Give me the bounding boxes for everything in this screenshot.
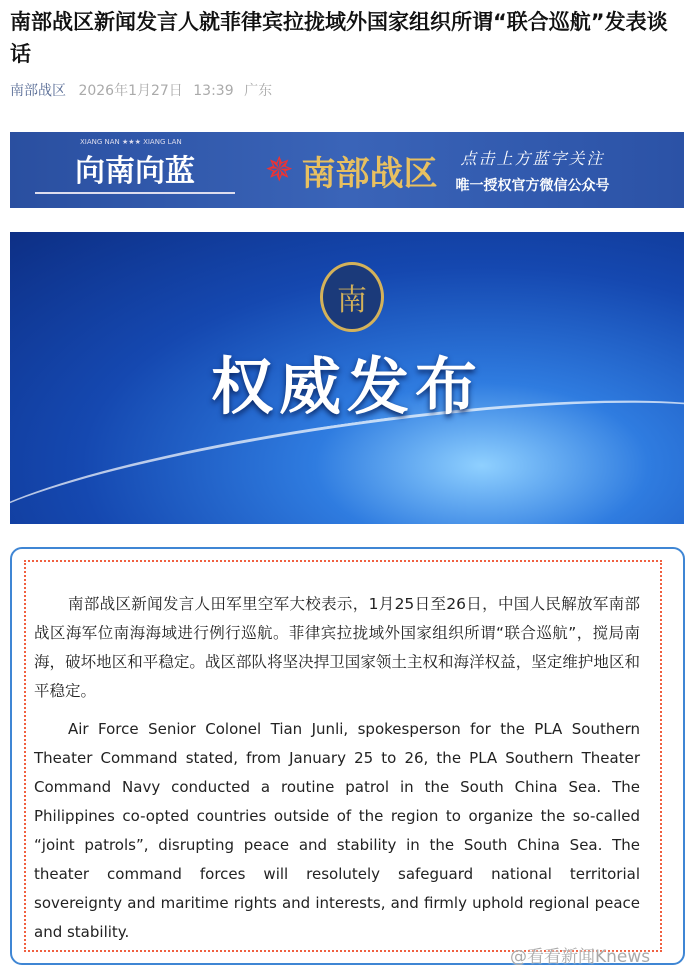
publish-time: 13:39 bbox=[193, 83, 234, 99]
hero-title: 权威发布 bbox=[210, 350, 483, 423]
publish-date: 2026年1月27日 bbox=[78, 83, 183, 99]
statement-box bbox=[10, 547, 685, 965]
weibo-watermark: @看看新闻Knews bbox=[510, 947, 651, 967]
banner-small-text: XIANG NAN ★★★ XIANG LAN bbox=[80, 138, 182, 146]
banner-slogan: 向南向蓝 bbox=[35, 146, 235, 194]
article-meta bbox=[10, 80, 278, 100]
banner-official-text: 唯一授权官方微信公众号 bbox=[455, 177, 610, 194]
location: 广东 bbox=[244, 83, 273, 99]
banner-brand: 南部战区 bbox=[301, 153, 438, 194]
emblem-icon: ✵ bbox=[265, 150, 294, 190]
source-link[interactable]: 南部战区 bbox=[10, 83, 66, 99]
statement-chinese: 南部战区新闻发言人田军里空军大校表示，1月25日至26日，中国人民解放军南部战区海军位南海海域进行例行巡航。菲律宾拉拢域外国家组织所谓“联合巡航”，搅局南海，破坏地区和平稳定。战区部队将坚决捍卫国家领土主权和海洋权益，坚定维护地区和平稳定。 bbox=[34, 595, 640, 700]
hero-image bbox=[10, 232, 684, 524]
statement-english: Air Force Senior Colonel Tian Junli, spokesperson for the PLA Southern Theater Command stated, from January 25 to 26, the PLA Southern Theater Command Navy conducted a routine patrol in the South China Sea. The Philippines co-opted countries outside of the region to organize the so-called “joint patrols”, disrupting peace and stability in the South China Sea. The theater command forces will resolutely safeguard national territorial sovereignty and maritime rights and interests, and firmly uphold regional peace and stability. bbox=[34, 720, 640, 941]
follow-banner[interactable] bbox=[10, 132, 684, 208]
banner-follow-text: 点击上方蓝字关注 bbox=[460, 148, 605, 168]
theater-emblem-icon: 南 bbox=[320, 262, 384, 332]
article-title: 南部战区新闻发言人就菲律宾拉拢域外国家组织所谓“联合巡航”发表谈话 bbox=[10, 10, 668, 66]
